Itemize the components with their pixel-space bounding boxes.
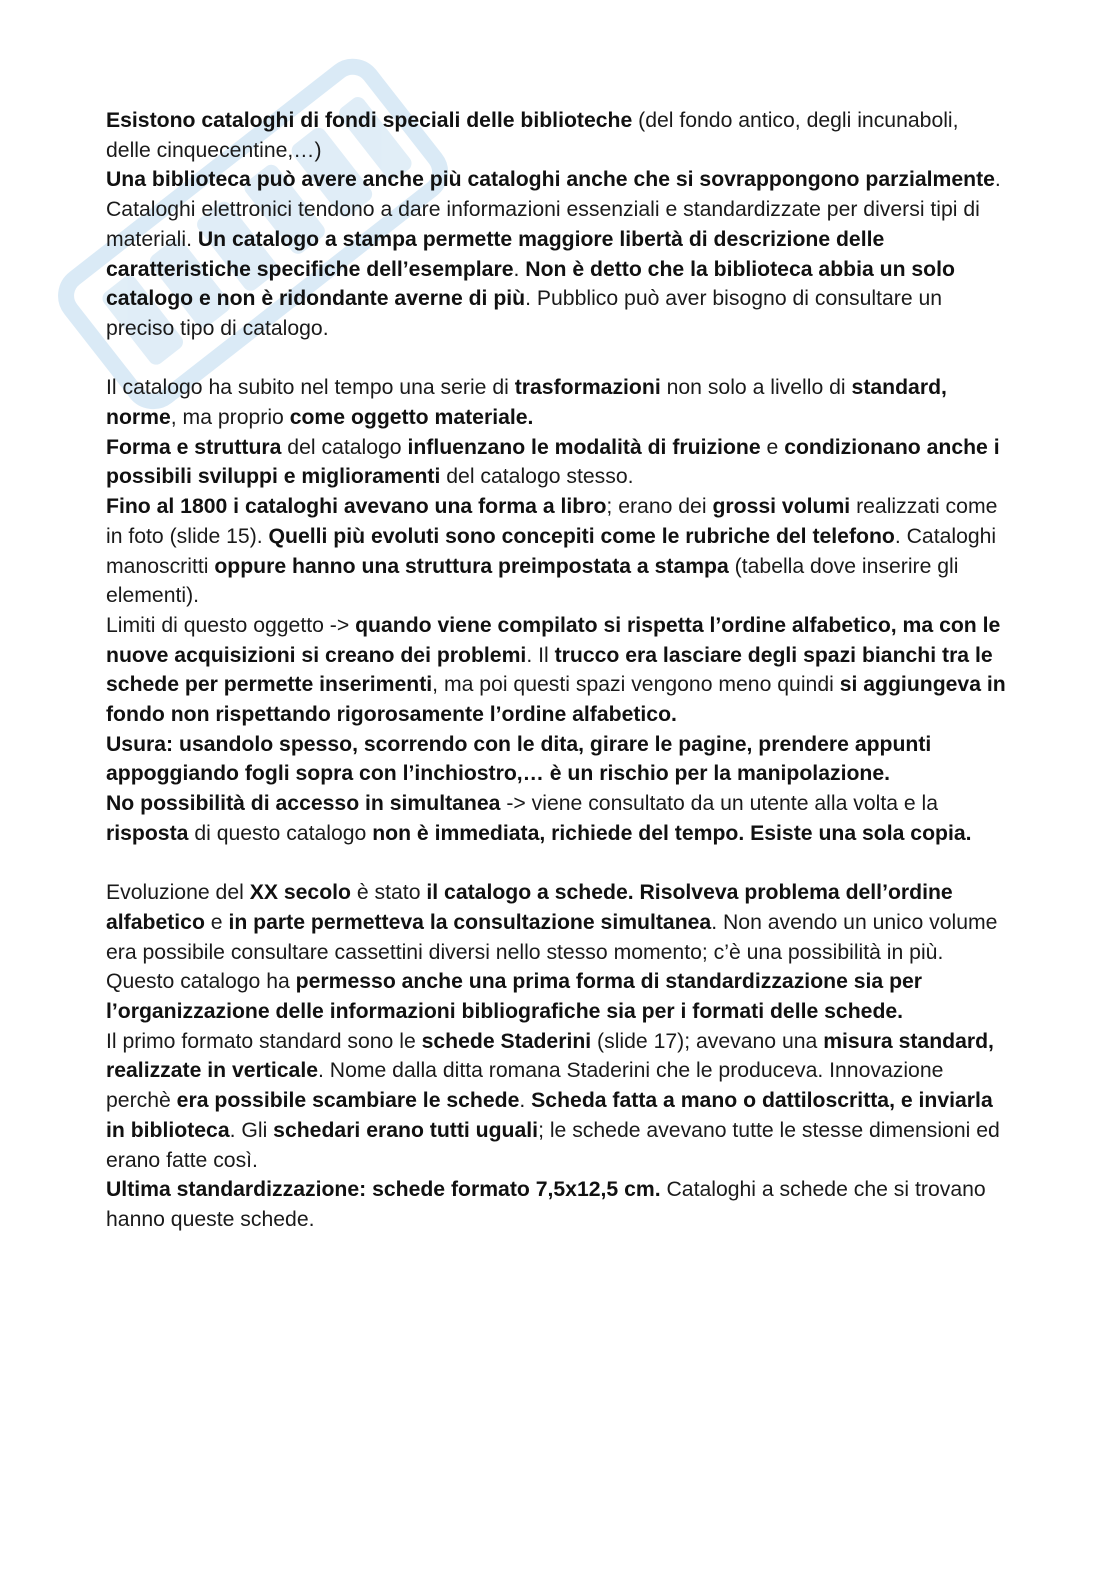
bold-text: influenzano le modalità di fruizione: [407, 435, 761, 459]
document-body: [106, 106, 1006, 1235]
bold-text: il catalogo a schede. Risolveva problema dell’ordine alfabetico: [106, 881, 953, 934]
bold-text: Forma e struttura: [106, 435, 282, 459]
body-text: Il catalogo ha subito nel tempo una serie di: [106, 376, 515, 400]
body-text: Questo catalogo ha: [106, 970, 296, 994]
bold-text: Usura: usandolo spesso, scorrendo con le dita, girare le pagine, prendere appunti appoggiando fogli sopra con l’inchiostro,… è un rischio per la manipolazione.: [106, 732, 932, 786]
paragraph: [106, 165, 1006, 343]
body-text: realizzati come in foto (slide 15).: [106, 495, 998, 548]
bold-text: permesso anche una prima forma di standardizzazione sia per l’organizzazione delle informazioni bibliografiche sia per i formati delle schede.: [106, 970, 923, 1024]
paragraph: [106, 433, 1006, 492]
bold-text: Ultima standardizzazione: schede formato 7,5x12,5 cm.: [106, 1178, 661, 1202]
body-text: .: [519, 1089, 532, 1113]
body-text: ; erano dei: [606, 495, 713, 519]
body-text: ; le schede avevano tutte le stesse dimensioni ed erano fatte così.: [106, 1118, 1000, 1172]
body-text: del catalogo: [281, 435, 408, 459]
bold-text: No possibilità di accesso in simultanea: [106, 792, 501, 816]
bold-text: XX secolo: [249, 881, 351, 905]
paragraph: [106, 730, 1006, 789]
body-text: Evoluzione del: [106, 881, 250, 905]
body-text: , ma poi questi spazi vengono meno quindi: [432, 673, 840, 697]
bold-text: come oggetto materiale.: [289, 406, 534, 430]
paragraph: [106, 492, 1006, 611]
body-text: , ma proprio: [170, 406, 290, 430]
body-text: è stato: [350, 881, 427, 905]
bold-text: si aggiungeva in fondo non rispettando rigorosamente l’ordine alfabetico.: [106, 673, 1006, 727]
body-text: e: [760, 435, 785, 459]
body-text: (tabella dove inserire gli elementi).: [106, 554, 959, 608]
body-text: . Nome dalla ditta romana Staderini che le produceva. Innovazione perchè: [106, 1059, 944, 1113]
bold-text: Fino al 1800 i cataloghi avevano una forma a libro: [106, 495, 607, 519]
body-text: . Il: [526, 643, 555, 667]
bold-text: condizionano anche i possibili sviluppi e miglioramenti: [106, 435, 1000, 489]
bold-text: in parte permetteva la consultazione simultanea: [228, 910, 712, 934]
paragraph: [106, 1175, 1006, 1234]
body-text: (del fondo antico, degli incunaboli, delle cinquecentine,…): [106, 109, 959, 162]
bold-text: trucco era lasciare degli spazi bianchi tra le schede per permette inserimenti: [106, 643, 993, 697]
body-text: . Gli: [229, 1118, 274, 1142]
body-text: . Pubblico può aver bisogno di consultare un preciso tipo di catalogo.: [106, 287, 943, 340]
paragraph: [106, 611, 1006, 730]
bold-text: quando viene compilato si rispetta l’ordine alfabetico, ma con le nuove acquisizioni si creano dei problemi: [106, 613, 1001, 667]
paragraph: [106, 1027, 1006, 1176]
body-text: -> viene consultato da un utente alla volta e la: [500, 792, 939, 816]
paragraph: [106, 789, 1006, 848]
body-text: . Cataloghi elettronici tendono a dare informazioni essenziali e standardizzate per diversi tipi di materiali.: [106, 168, 1001, 251]
body-text: e: [204, 910, 229, 934]
bold-text: Scheda fatta a mano o dattiloscritta, e inviarla in biblioteca: [106, 1089, 993, 1142]
bold-text: standard, norme: [106, 376, 947, 430]
bold-text: trasformazioni: [514, 376, 661, 400]
bold-text: Un catalogo a stampa permette maggiore libertà di descrizione delle caratteristiche specifiche dell’esemplare: [106, 227, 885, 281]
paragraph: [106, 967, 1006, 1026]
body-text: del catalogo stesso.: [440, 465, 634, 489]
body-text: Limiti di questo oggetto ->: [106, 613, 356, 637]
bold-text: schede Staderini: [421, 1029, 592, 1053]
document-content: [106, 106, 1006, 1235]
bold-text: Una biblioteca può avere anche più cataloghi anche che si sovrappongono parzialmente: [106, 168, 995, 192]
paragraph: [106, 106, 1006, 165]
bold-text: misura standard, realizzate in verticale: [106, 1029, 994, 1083]
bold-text: schedari erano tutti uguali: [273, 1118, 539, 1142]
bold-text: risposta: [106, 821, 189, 845]
bold-text: grossi volumi: [712, 495, 851, 519]
body-text: . Cataloghi manoscritti: [106, 524, 997, 578]
bold-text: Esistono cataloghi di fondi speciali delle biblioteche: [106, 109, 633, 132]
body-text: Il primo formato standard sono le: [106, 1029, 422, 1053]
paragraph: [106, 878, 1006, 967]
body-text: .: [513, 257, 526, 281]
body-text: di questo catalogo: [188, 821, 373, 845]
bold-text: oppure hanno una struttura preimpostata a stampa: [214, 554, 729, 578]
body-text: Cataloghi a schede che si trovano hanno queste schede.: [106, 1178, 986, 1231]
bold-text: non è immediata, richiede del tempo. Esiste una sola copia.: [372, 821, 972, 845]
body-text: . Non avendo un unico volume era possibile consultare cassettini diversi nello stesso momento; c’è una possibilità in più.: [106, 910, 998, 964]
bold-text: Quelli più evoluti sono concepiti come le rubriche del telefono: [268, 524, 895, 548]
bold-text: era possibile scambiare le schede: [176, 1089, 520, 1113]
paragraph: [106, 373, 1006, 432]
body-text: non solo a livello di: [660, 376, 852, 400]
bold-text: Non è detto che la biblioteca abbia un solo catalogo e non è ridondante averne di più: [106, 257, 955, 311]
body-text: (slide 17); avevano una: [591, 1029, 824, 1053]
